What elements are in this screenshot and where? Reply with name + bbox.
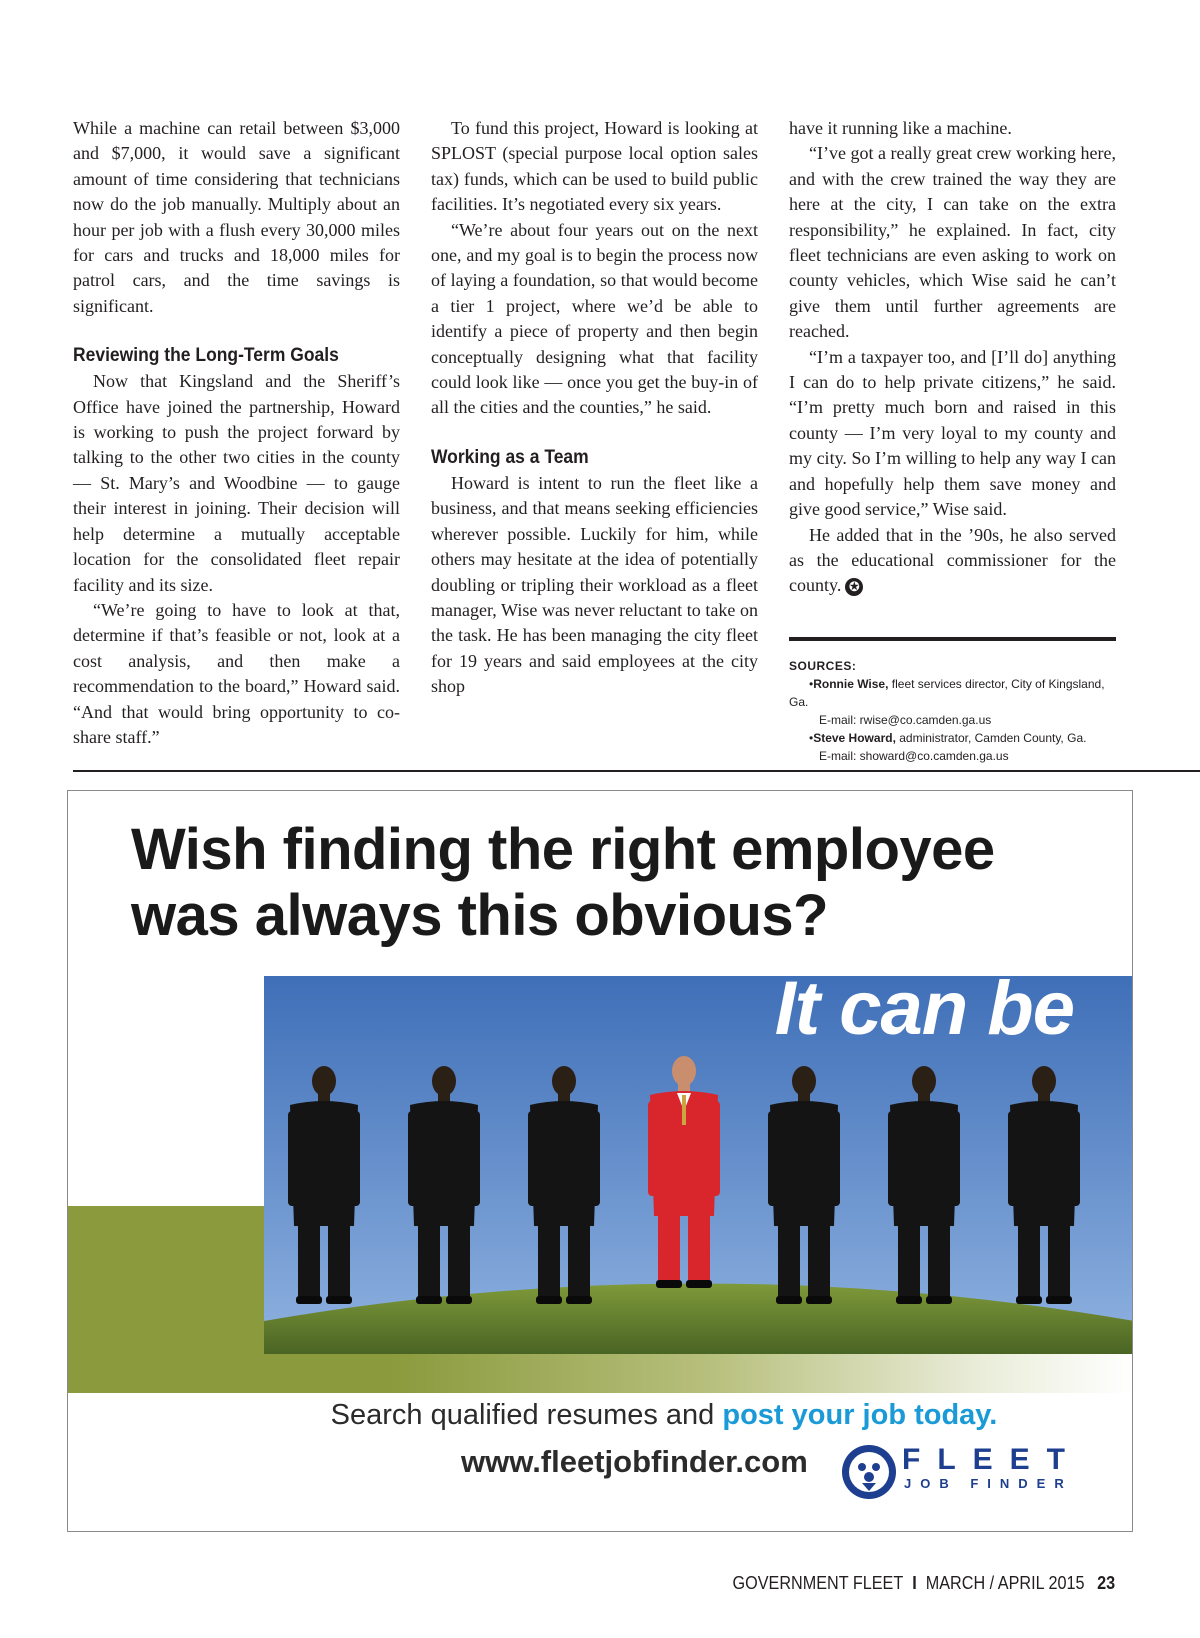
ad-headline-line: Wish finding the right employee: [131, 817, 995, 882]
sources-label: SOURCES:: [789, 658, 857, 673]
paragraph: “I’m a taxpayer too, and [I’ll do] anything I can do to help private citizens,” he said. “I’m pretty much born and raised in this county — I’m very loyal to my county and my city. So I’m willing to help any way I can and hopefully help them save money and give good service,” Wise said.: [789, 346, 1116, 520]
end-mark-icon: ✪: [845, 578, 863, 596]
logo-emblem-icon: [840, 1443, 898, 1501]
logo-subtitle: JOB FINDER: [904, 1476, 1073, 1491]
page-footer: [732, 1573, 1115, 1593]
advertisement[interactable]: [67, 790, 1133, 1532]
paragraph: “We’re going to have to look at that, determine if that’s feasible or not, look at a cost analysis, and then make a recommendation to the board,” Howard said. “And that would bring opportunity to co-share staff.”: [73, 599, 400, 747]
source-item: •Ronnie Wise, fleet services director, City of Kingsland, Ga.: [789, 676, 1105, 709]
cta-highlight[interactable]: post your job today.: [722, 1399, 998, 1431]
source-name: Steve Howard,: [813, 730, 896, 745]
paragraph: Howard is intent to run the fleet like a business, and that means seeking efficiencies wherever possible. Luckily for him, while others may hesitate at the idea of potentially doubling or tripling their workload as a fleet manager, Wise was never reluctant to take on the task. He has been managing the city fleet for 19 years and said employees at the city shop: [431, 472, 758, 697]
sources-divider: [789, 637, 1116, 641]
paragraph-text: He added that in the ’90s, he also served as the educational commissioner for the county.: [789, 524, 1116, 596]
fleet-job-finder-logo: [840, 1443, 1100, 1503]
ad-headline-line: was always this obvious?: [131, 883, 829, 948]
paragraph: [789, 523, 1116, 599]
article-column-1: [73, 116, 400, 750]
source-title: administrator, Camden County, Ga.: [899, 730, 1087, 745]
ad-headline: [131, 817, 995, 949]
publication-name: GOVERNMENT FLEET: [732, 1573, 904, 1593]
source-title: fleet services director, City of Kingsland, Ga.: [789, 676, 1105, 709]
ad-tagline: It can be: [774, 966, 1074, 1051]
paragraph: While a machine can retail between $3,000 and $7,000, it would save a significant amount of time considering that technicians now do the job manually. Multiply about an hour per job with a flush every 30,000 miles for cars and trucks and 18,000 miles for patrol cars, and the time savings is significant.: [73, 118, 400, 316]
paragraph: Now that Kingsland and the Sheriff’s Office have joined the partnership, Howard is working to push the project forward by talking to the other two cities in the county — St. Mary’s and Woodbine — to gauge their interest in joining. Their decision will help determine a mutually acceptable location for the consolidated fleet repair facility and its size.: [73, 371, 400, 595]
section-heading: Reviewing the Long-Term Goals: [73, 345, 339, 367]
page-number: 23: [1096, 1573, 1115, 1593]
source-email[interactable]: E-mail: rwise@co.camden.ga.us: [819, 712, 992, 727]
source-item: •Steve Howard, administrator, Camden County, Ga.: [809, 730, 1087, 745]
footer-separator: I: [912, 1573, 917, 1593]
article-column-3: [789, 116, 1116, 765]
source-email[interactable]: E-mail: showard@co.camden.ga.us: [819, 748, 1009, 763]
article-column-2: [431, 116, 758, 700]
ad-call-to-action: [264, 1398, 1064, 1432]
page-divider: [73, 770, 1200, 772]
paragraph: have it running like a machine.: [789, 118, 1012, 138]
paragraph: “I’ve got a really great crew working here, and with the crew trained the way they are here at the city, I can take on the extra responsibility,” he explained. In fact, city fleet technicians are even asking to work on county vehicles, which Wise said he can’t give them until further agreements are reached.: [789, 143, 1116, 342]
paragraph: “We’re about four years out on the next one, and my goal is to begin the process now of laying a foundation, so that would become a tier 1 project, where we’d be able to identify a piece of property and then begin conceptually designing what that facility could look like — once you get the buy-in of all the cities and the counties,” he said.: [431, 219, 758, 418]
ad-url-link[interactable]: www.fleetjobfinder.com: [461, 1444, 808, 1479]
issue-date: MARCH / APRIL 2015: [925, 1573, 1085, 1593]
cta-text: Search qualified resumes and: [330, 1399, 715, 1431]
sources-box: [789, 657, 1116, 765]
logo-wordmark: FLEET: [902, 1443, 1082, 1476]
source-name: Ronnie Wise,: [813, 676, 889, 691]
section-heading: Working as a Team: [431, 446, 589, 468]
paragraph: To fund this project, Howard is looking at SPLOST (special purpose local option sales tax) funds, which can be used to build public facilities. It’s negotiated every six years.: [431, 118, 758, 215]
